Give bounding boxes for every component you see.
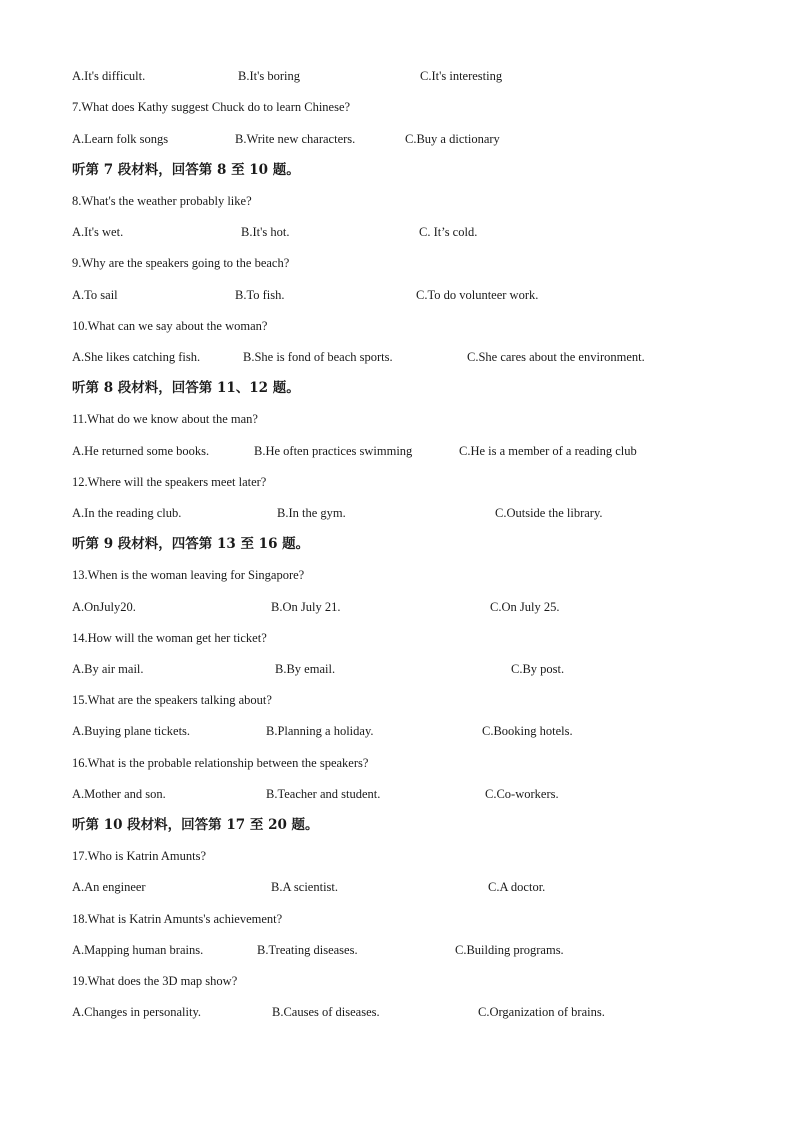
option-a: A.Mother and son. bbox=[72, 787, 166, 801]
option-a: A.By air mail. bbox=[72, 662, 144, 676]
question-text: 12.Where will the speakers meet later? bbox=[72, 475, 267, 489]
options-row bbox=[72, 879, 722, 895]
option-b: B.It's boring bbox=[238, 69, 300, 83]
options-row bbox=[72, 68, 722, 84]
option-b: B.Treating diseases. bbox=[257, 943, 358, 957]
option-b: B.He often practices swimming bbox=[254, 444, 413, 458]
option-c: C.Building programs. bbox=[455, 943, 564, 957]
options-row bbox=[72, 287, 722, 303]
question-text: 10.What can we say about the woman? bbox=[72, 319, 268, 333]
options-row bbox=[72, 224, 722, 240]
option-b: B.Write new characters. bbox=[235, 132, 356, 146]
question-text: 9.Why are the speakers going to the beach? bbox=[72, 256, 290, 270]
option-a: A.It's difficult. bbox=[72, 69, 146, 83]
option-a: A.He returned some books. bbox=[72, 444, 210, 458]
options-row bbox=[72, 443, 722, 459]
option-c: C.Organization of brains. bbox=[478, 1005, 605, 1019]
section-heading: 听第 8 段材料，回答第 11、12 题。 bbox=[72, 380, 300, 396]
option-c: C.It's interesting bbox=[420, 69, 503, 83]
section-heading: 听第 7 段材料，回答第 8 至 10 题。 bbox=[72, 162, 300, 178]
option-a: A.Mapping human brains. bbox=[72, 943, 204, 957]
options-row bbox=[72, 505, 722, 521]
options-row bbox=[72, 599, 722, 615]
option-b: B.Causes of diseases. bbox=[272, 1005, 380, 1019]
option-b: B.On July 21. bbox=[271, 600, 341, 614]
option-c: C.Booking hotels. bbox=[482, 724, 573, 738]
option-c: C.Co-workers. bbox=[485, 787, 559, 801]
section-heading: 听第 9 段材料，四答第 13 至 16 题。 bbox=[72, 536, 310, 552]
option-a: A.OnJuly20. bbox=[72, 600, 136, 614]
option-b: B.Planning a holiday. bbox=[266, 724, 374, 738]
option-c: C.On July 25. bbox=[490, 600, 560, 614]
question-text: 18.What is Katrin Amunts's achievement? bbox=[72, 912, 283, 926]
options-row bbox=[72, 723, 722, 739]
question-text: 8.What's the weather probably like? bbox=[72, 194, 252, 208]
options-row bbox=[72, 349, 722, 365]
option-c: C. It’s cold. bbox=[419, 225, 478, 239]
question-text: 7.What does Kathy suggest Chuck do to learn Chinese? bbox=[72, 100, 351, 114]
option-c: C.Outside the library. bbox=[495, 506, 603, 520]
option-a: A.Changes in personality. bbox=[72, 1005, 202, 1019]
question-text: 16.What is the probable relationship between the speakers? bbox=[72, 756, 369, 770]
option-c: C.A doctor. bbox=[488, 880, 546, 894]
options-row bbox=[72, 661, 722, 677]
options-row bbox=[72, 786, 722, 802]
options-row bbox=[72, 1004, 722, 1020]
option-a: A.She likes catching fish. bbox=[72, 350, 201, 364]
option-a: A.In the reading club. bbox=[72, 506, 182, 520]
option-b: B.She is fond of beach sports. bbox=[243, 350, 393, 364]
option-c: C.To do volunteer work. bbox=[416, 288, 539, 302]
question-text: 17.Who is Katrin Amunts? bbox=[72, 849, 207, 863]
option-a: A.Buying plane tickets. bbox=[72, 724, 191, 738]
question-text: 14.How will the woman get her ticket? bbox=[72, 631, 267, 645]
question-text: 19.What does the 3D map show? bbox=[72, 974, 238, 988]
option-b: B.To fish. bbox=[235, 288, 285, 302]
option-a: A.An engineer bbox=[72, 880, 146, 894]
option-b: B.In the gym. bbox=[277, 506, 346, 520]
option-c: C.Buy a dictionary bbox=[405, 132, 500, 146]
section-heading: 听第 10 段材料，回答第 17 至 20 题。 bbox=[72, 817, 319, 833]
option-b: B.Teacher and student. bbox=[266, 787, 381, 801]
option-a: A.To sail bbox=[72, 288, 118, 302]
question-text: 15.What are the speakers talking about? bbox=[72, 693, 272, 707]
options-row bbox=[72, 131, 722, 147]
option-b: B.It's hot. bbox=[241, 225, 290, 239]
question-text: 13.When is the woman leaving for Singapore? bbox=[72, 568, 305, 582]
option-c: C.By post. bbox=[511, 662, 565, 676]
option-a: A.It's wet. bbox=[72, 225, 124, 239]
option-b: B.A scientist. bbox=[271, 880, 339, 894]
options-row bbox=[72, 942, 722, 958]
option-c: C.He is a member of a reading club bbox=[459, 444, 637, 458]
question-text: 11.What do we know about the man? bbox=[72, 412, 258, 426]
option-c: C.She cares about the environment. bbox=[467, 350, 645, 364]
option-b: B.By email. bbox=[275, 662, 336, 676]
option-a: A.Learn folk songs bbox=[72, 132, 169, 146]
